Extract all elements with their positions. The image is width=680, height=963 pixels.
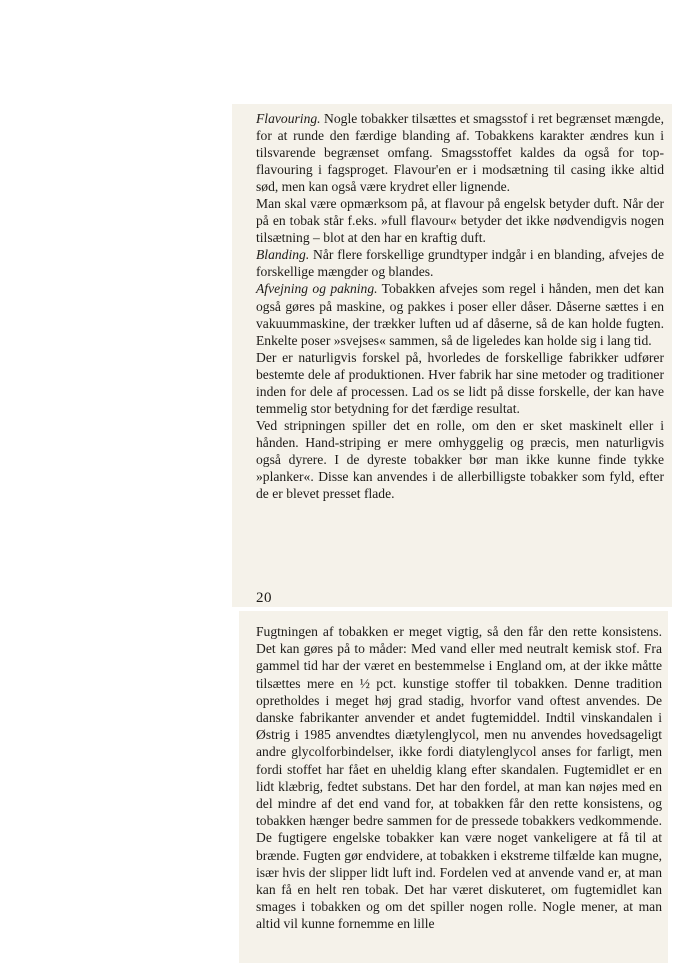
paragraph-text: Nogle tobakker tilsættes et smagsstof i ret begrænset mængde, for at runde den færdige blanding af. Tobakkens karakter ændres kun i tilsvarende begrænset omfang. Smagsstoffet kaldes da også for top-flavouring i fagsproget. Flavour'en er i modsætning til casing ikke altid sød, men kan også være krydret eller lignende. — [256, 111, 664, 195]
paragraph-flavouring — [256, 110, 664, 195]
page-clipping-top — [232, 104, 672, 607]
body-text — [256, 110, 664, 502]
paragraph-afvejning — [256, 280, 664, 348]
paragraph-text: Der er naturligvis forskel på, hvorledes de forskellige fabrikker udfører bestemte dele af produktionen. Hver fabrik har sine metoder og traditioner inden for dele af processen. Lad os se lidt på disse forskelle, der kan have temmelig stor betydning for det færdige resultat. — [256, 349, 664, 416]
body-text — [256, 623, 662, 933]
page-number: 20 — [256, 590, 272, 606]
paragraph-fugtning — [256, 623, 662, 933]
paragraph-blanding — [256, 246, 664, 280]
paragraph-text: Ved stripningen spiller det en rolle, om den er sket maskinelt eller i hånden. Hand-striping er mere omhyggelig og præcis, men naturligvis også dyrere. I de dyreste tobakker bør man ikke kunne finde tykke »planker«. Disse kan anvendes i de allerbilligste tobakker som fyld, efter de er blevet presset flade. — [256, 417, 664, 502]
paragraph-text: Tobakken afvejes som regel i hånden, men det kan også gøres på maskine, og pakkes i poser eller dåser. Dåserne sættes i en vakuummaskine, der trækker luften ud af dåserne, så de kan holde fugten. Enkelte poser »svejses« sammen, så de ligeledes kan holde sig i lang tid. — [256, 281, 664, 348]
paragraph-text: Fugtningen af tobakken er meget vigtig, så den får den rette konsistens. Det kan gøres på to måder: Med vand eller med neutralt kemisk stof. Fra gammel tid har der været en bestemmelse i England om, at der ikke måtte tilsættes mere en ½ pct. kunstige stoffer til tobakken. Denne tradition opretholdes i meget høj grad stadig, hvorfor vand oftest anvendes. De danske fabrikanter anvender et andet fugtemiddel. Indtil vinskandalen i Østrig i 1985 anvendtes diætylenglycol, men nu anvendes hovedsageligt andre glycolforbindelser, ikke fordi diatylenglycol anses for farligt, men fordi stoffet har fået en uheldig klang efter skandalen. Fugtemidlet er en lidt klæbrig, fedtet substans. Det har den fordel, at man kan nøjes med en del mindre af det end vand for, at tobakken får den rette konsistens, og tobakken hænger bedre sammen for de pressede tobakkers vedkommende. De fugtigere engelske tobakker kan være noget vankeligere at få til at brænde. Fugten gør endvidere, at tobakken i ekstreme tilfælde kan mugne, især hvis der slipper lidt luft ind. Fordelen ved at anvende vand er, at man kan få en helt ren tobak. Det har været diskuteret, om fugtemidlet kan smages i tobakken og om det spiller nogen rolle. Nogle mener, at man altid vil kunne fornemme en lille — [256, 624, 662, 932]
paragraph-text: Man skal være opmærksom på, at flavour på engelsk betyder duft. Når der på en tobak står f.eks. »full flavour« betyder det ikke nødvendigvis nogen tilsætning – blot at den har en kraftig duft. — [256, 196, 664, 246]
paragraph-text: Når flere forskellige grundtyper indgår i en blanding, afvejes de forskellige mængder og blandes. — [256, 247, 664, 280]
paragraph-lead: Afvejning og pakning. — [256, 281, 378, 297]
paragraph-lead: Flavouring. — [256, 111, 321, 126]
paragraph-stripning — [256, 417, 664, 502]
paragraph-lead: Blanding. — [256, 247, 310, 263]
page-clipping-bottom — [239, 611, 668, 963]
paragraph-forskel — [256, 349, 664, 417]
paragraph-duft — [256, 195, 664, 246]
